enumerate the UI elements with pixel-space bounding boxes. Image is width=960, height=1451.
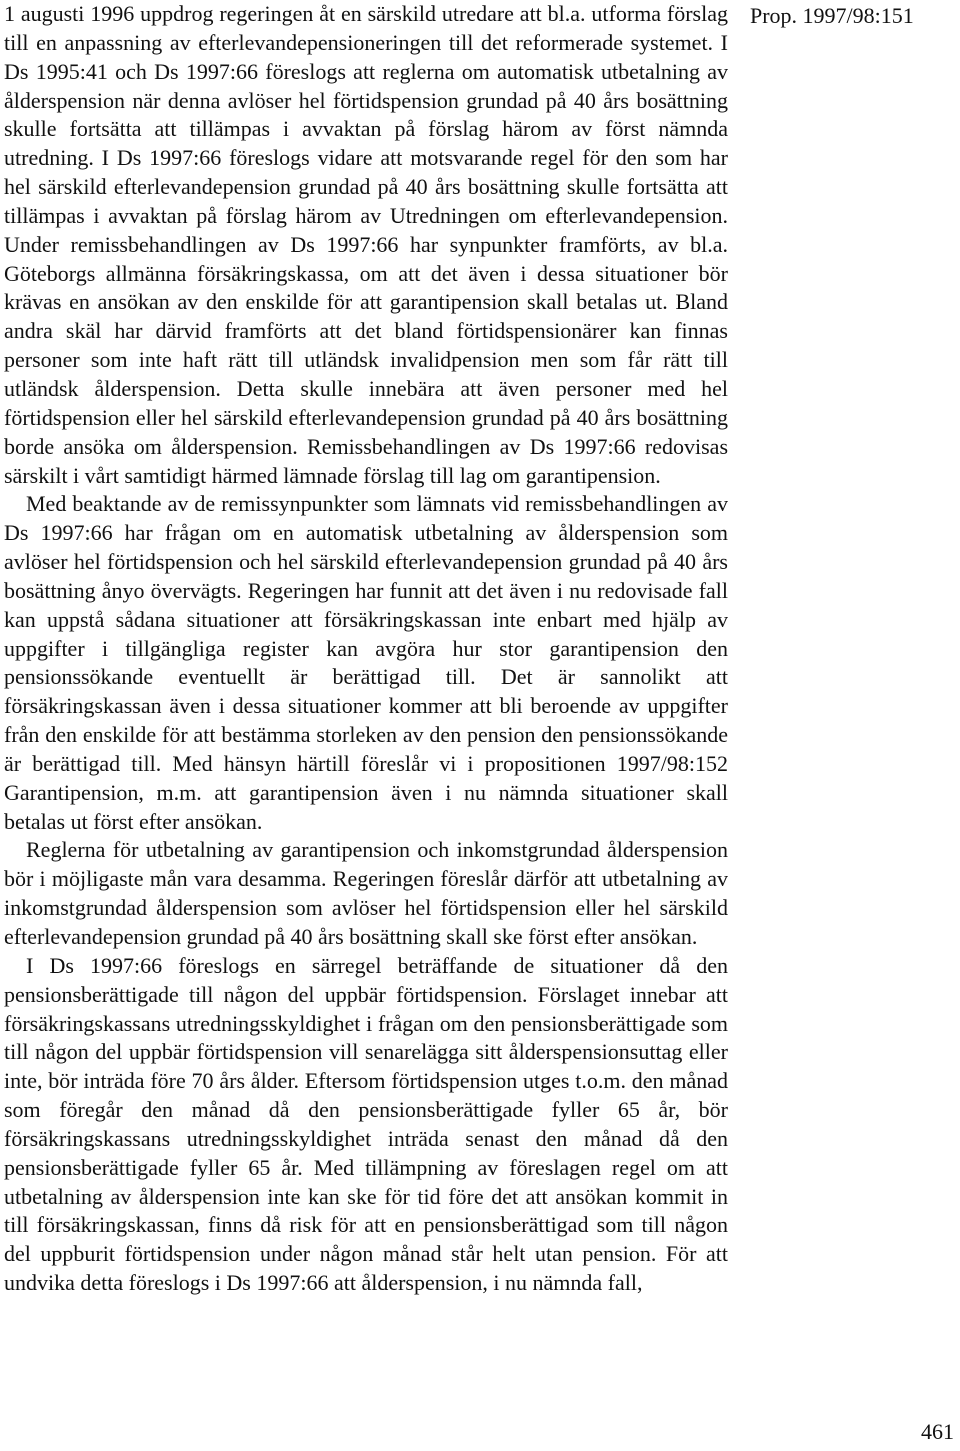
page-number: 461 xyxy=(921,1419,954,1444)
paragraph-3: Reglerna för utbetalning av garantipension och inkomstgrundad ålderspension bör i möjligaste mån vara desamma. Regeringen föreslår därför att utbetalning av inkomstgrundad ålderspension som avlöser hel förtidspension eller hel särskild efterlevandepension grundad på 40 års bosättning skall ske först efter ansökan. xyxy=(4,837,728,949)
paragraph-1: 1 augusti 1996 uppdrog regeringen åt en särskild utredare att bl.a. utforma förslag till en anpassning av efterlevandepensioneringen till det reformerade systemet. I Ds 1995:41 och Ds 1997:66 föreslogs att reglerna om automatisk utbetalning av ålderspension när denna avlöser hel förtidspension grundad på 40 års bosättning skulle fortsätta att tillämpas i avvaktan på förslag härom av först nämnda utredning. I Ds 1997:66 föreslogs vidare att motsvarande regel för den som har hel särskild efterlevandepension grundad på 40 års bosättning skulle fortsätta att tillämpas i avvaktan på förslag härom av Utredningen om efterlevandepension. Under remissbehandlingen av Ds 1997:66 har synpunkter framförts, av bl.a. Göteborgs allmänna försäkringskassa, om att det även i dessa situationer bör krävas en ansökan av den enskilde för att garantipension skall betalas ut. Bland andra skäl har därvid framförts att det bland förtidspensionärer kan finnas personer som inte haft rätt till utländsk invalidpension men som får rätt till utländsk ålderspension. Detta skulle innebära att även personer med hel förtidspension eller hel särskild efterlevandepension grundad på 40 års bosättning borde ansöka om ålderspension. Remissbehandlingen av Ds 1997:66 redovisas särskilt i vårt samtidigt härmed lämnade förslag till lag om garantipension. xyxy=(4,1,728,488)
proposition-reference: Prop. 1997/98:151 xyxy=(750,3,914,28)
paragraph-2: Med beaktande av de remissynpunkter som lämnats vid remissbehandlingen av Ds 1997:66 har frågan om en automatisk utbetalning av ålderspension som avlöser hel förtidspension och hel särskild efterlevandepension grundad på 40 års bosättning ånyo övervägts. Regeringen har funnit att det även i nu redovisade fall kan uppstå sådana situationer att försäkringskassan inte enbart med hjälp av uppgifter i tillgängliga register kan avgöra hur stor garantipension den pensionssökande eventuellt är berättigad till. Det är sannolikt att försäkringskassan även i dessa situationer kommer att bli beroende av uppgifter från den enskilde för att bestämma storleken av den pension den pensionssökande är berättigad till. Med hänsyn härtill föreslår vi i propositionen 1997/98:152 Garantipension, m.m. att garantipension även i nu nämnda situationer skall betalas ut först efter ansökan. xyxy=(4,491,728,834)
paragraph-4: I Ds 1997:66 föreslogs en särregel beträffande de situationer då den pensionsberättigade till någon del uppbär förtidspension. Förslaget innebar att försäkringskassans utredningsskyldighet i frågan om den pensionsberättigade som till någon del uppbär förtidspension vill senarelägga sitt ålderspensionsuttag eller inte, bör inträda före 70 års ålder. Eftersom förtidspension utges t.o.m. den månad som föregår den månad då den pensionsberättigade fyller 65 år, bör försäkringskassans utredningsskyldighet inträda senast den månad då den pensionsberättigade fyller 65 år. Med tillämpning av föreslagen regel om att utbetalning av ålderspension inte kan ske för tid före det att ansökan kommit in till försäkringskassan, finns då risk för att en pensionsberättigad som till någon del uppburit förtidspension under någon månad står helt utan pension. För att undvika detta föreslogs i Ds 1997:66 att ålderspension, i nu nämnda fall, xyxy=(4,952,728,1296)
body-text xyxy=(4,0,728,1298)
